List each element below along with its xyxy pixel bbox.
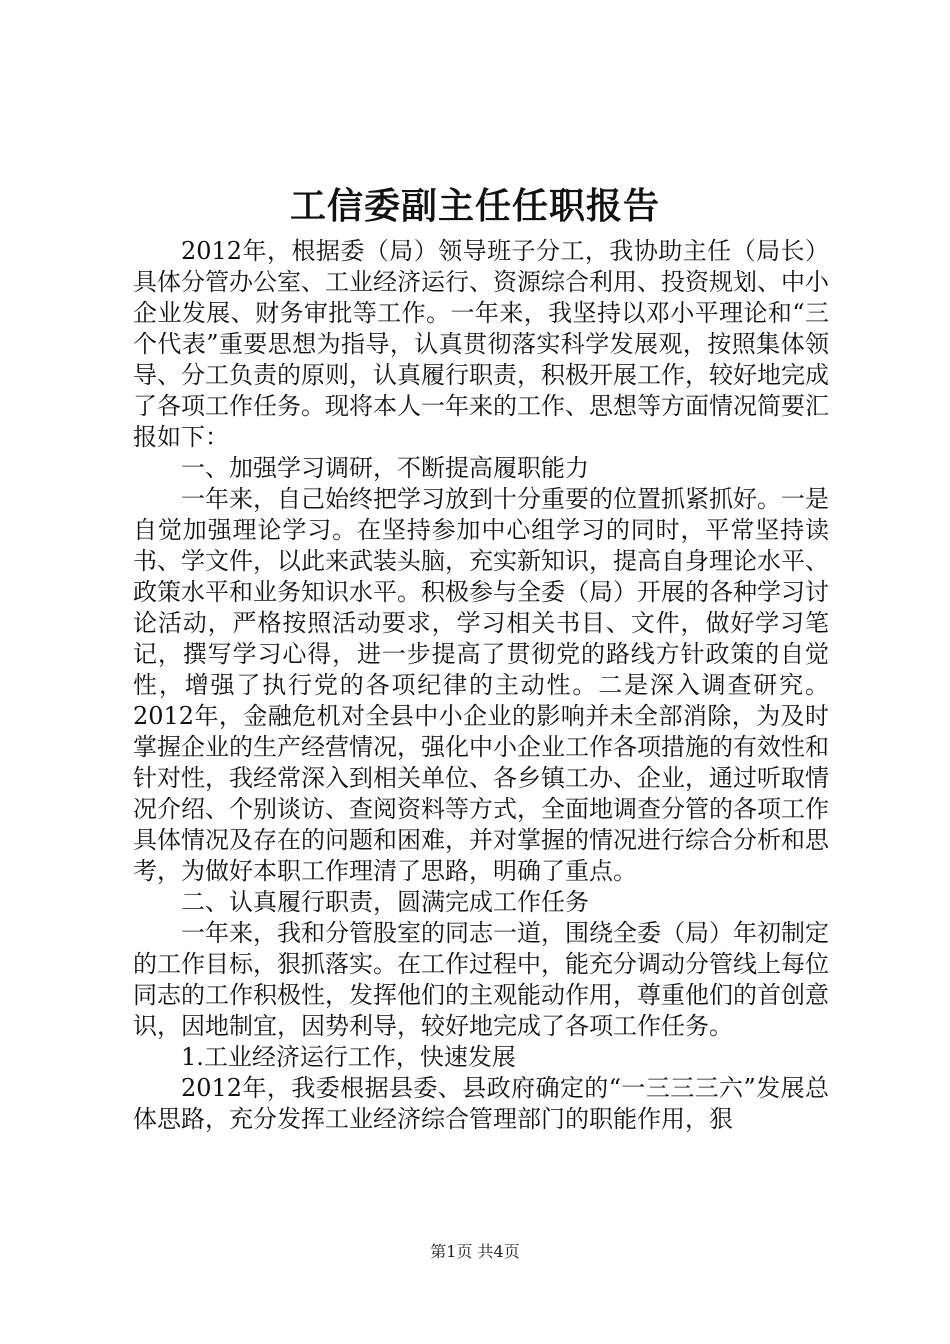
- document-title: 工信委副主任任职报告: [289, 185, 660, 227]
- document-body: [133, 236, 829, 1135]
- section-heading-2: 二、认真履行职责，圆满完成工作任务: [181, 888, 589, 916]
- section-heading-1: 一、加强学习调研，不断提高履职能力: [181, 454, 589, 482]
- paragraph-study: 一年来，自己始终把学习放到十分重要的位置抓紧抓好。一是自觉加强理论学习。在坚持参加中心组学习的同时，平常坚持读书、学文件，以此来武装头脑，充实新知识，提高自身理论水平、政策水平和业务知识水平。积极参与全委（局）开展的各种学习讨论活动，严格按照活动要求，学习相关书目、文件，做好学习笔记，撰写学习心得，进一步提高了贯彻党的路线方针政策的自觉性，增强了执行党的各项纪律的主动性。二是深入调查研究。2012年，金融危机对全县中小企业的影响并未全部消除，为及时掌握企业的生产经营情况，强化中小企业工作各项措施的有效性和针对性，我经常深入到相关单位、各乡镇工办、企业，通过听取情况介绍、个别谈访、查阅资料等方式，全面地调查分管的各项工作具体情况及存在的问题和困难，并对掌握的情况进行综合分析和思考，为做好本职工作理清了思路，明确了重点。: [133, 485, 829, 885]
- paragraph-intro: 2012年，根据委（局）领导班子分工，我协助主任（局长）具体分管办公室、工业经济运行、资源综合利用、投资规划、中小企业发展、财务审批等工作。一年来，我坚持以邓小平理论和“三个代表”重要思想为指导，认真贯彻落实科学发展观，按照集体领导、分工负责的原则，认真履行职责，积极开展工作，较好地完成了各项工作任务。现将本人一年来的工作、思想等方面情况简要汇报如下：: [133, 237, 829, 451]
- paragraph-economy: 2012年，我委根据县委、县政府确定的“一三三三六”发展总体思路，充分发挥工业经济综合管理部门的职能作用，狠: [133, 1074, 829, 1133]
- paragraph-duties: 一年来，我和分管股室的同志一道，围绕全委（局）年初制定的工作目标，狠抓落实。在工作过程中，能充分调动分管线上每位同志的工作积极性，发挥他们的主观能动作用，尊重他们的首创意识，因地制宜，因势利导，较好地完成了各项工作任务。: [133, 919, 829, 1040]
- page-footer: 第1页 共4页: [430, 1242, 520, 1261]
- subsection-heading-1: 1.工业经济运行工作，快速发展: [181, 1043, 516, 1071]
